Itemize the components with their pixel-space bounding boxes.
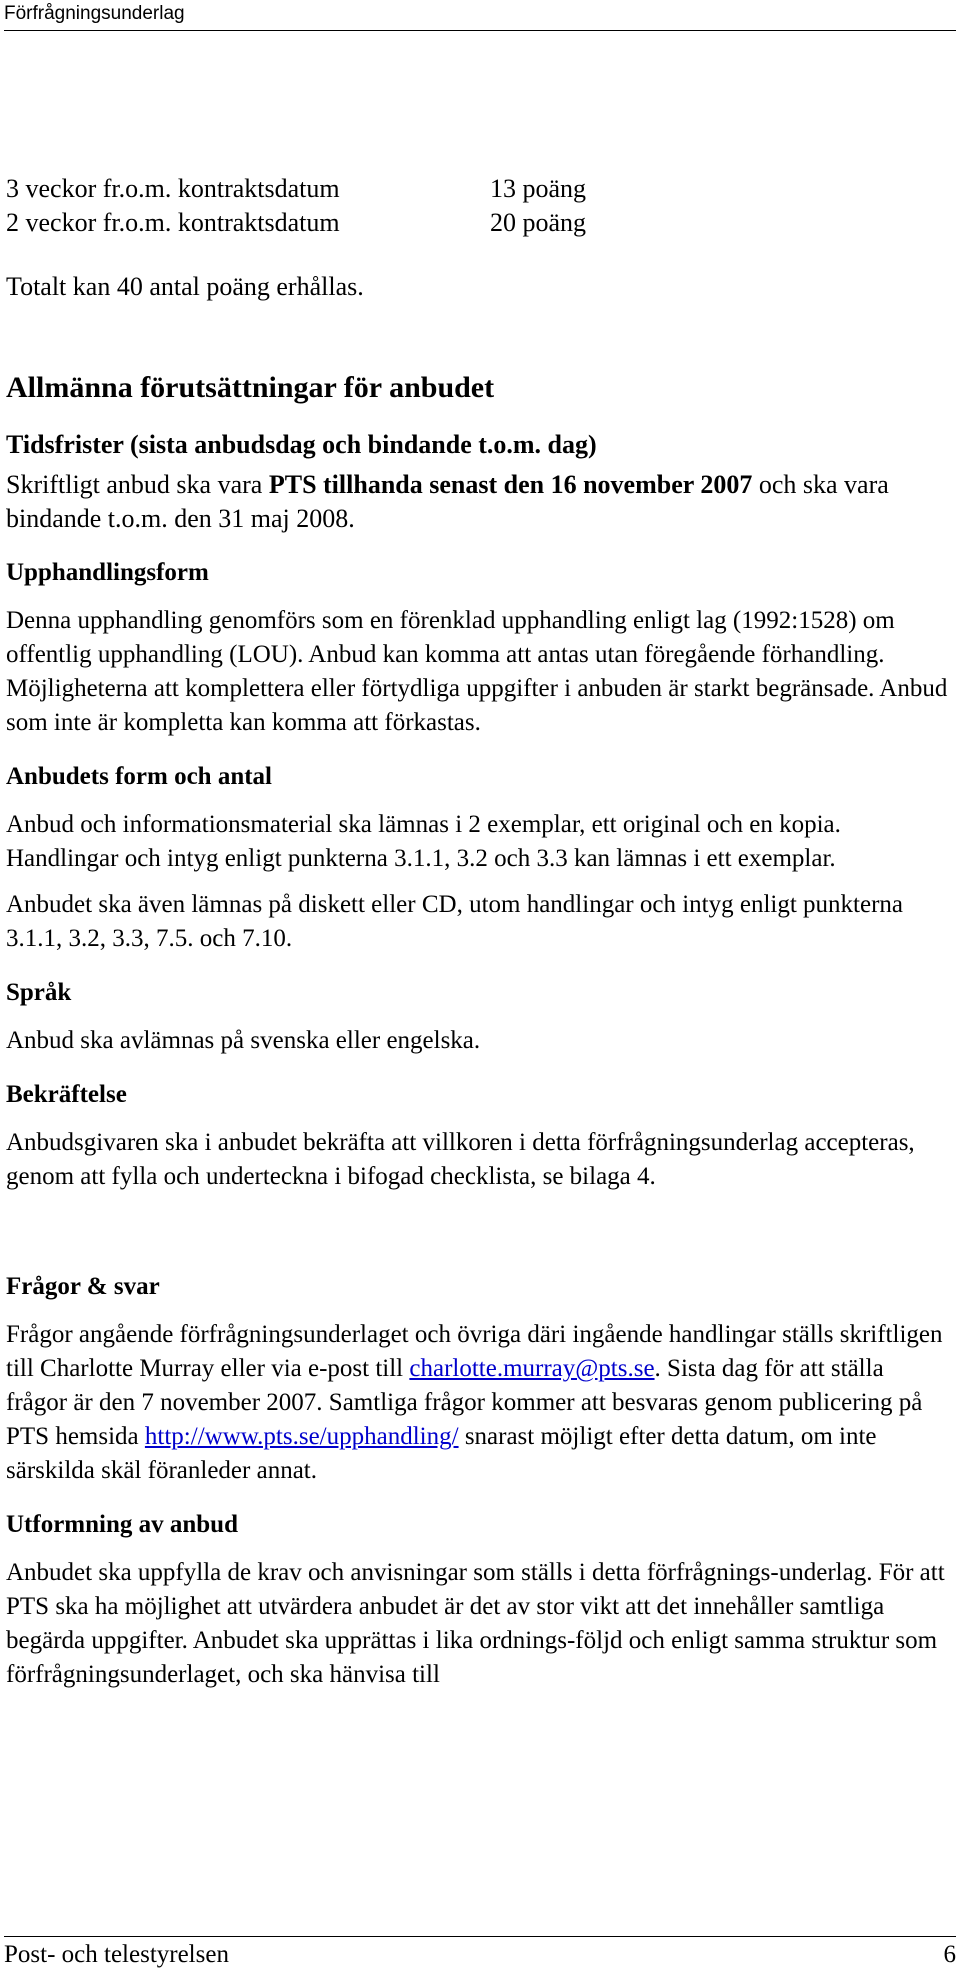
confirmation-text: Anbudsgivaren ska i anbudet bekräfta att villkoren i detta förfrågningsunderlag accepteras, genom att fylla och underteckna i bifogad checklista, se bilaga 4. [6,1129,915,1190]
header-title: Förfrågningsunderlag [4,3,185,24]
score-row [6,172,950,206]
page-content [6,172,950,1692]
score-row [6,206,950,240]
qa-text-part: . Sista dag för att ställa frågor är den 7 november 2007. Samtliga frågor kommer att besvaras genom publicering på PTS hemsida [6,1355,923,1450]
tender-form-text: Anbud och informationsmaterial ska lämnas i 2 exemplar, ett original och en kopia. Handlingar och intyg enligt punkterna 3.1.1, 3.2 och 3.3 kan lämnas i ett exemplar. [6,811,841,872]
language-text: Anbud ska avlämnas på svenska eller engelska. [6,1027,481,1054]
tender-form-text: Anbudet ska även lämnas på diskett eller CD, utom handlingar och intyg enligt punkterna 3.1.1, 3.2, 3.3, 7.5. och 7.10. [6,891,904,952]
page-header [4,2,956,31]
email-link[interactable]: charlotte.murray@pts.se [409,1355,655,1382]
qa-text-part: Frågor angående förfrågningsunderlaget och övriga däri ingående handlingar ställs skriftligen till Charlotte Murray eller via e-post till [6,1321,943,1382]
deadlines-heading: Tidsfrister (sista anbudsdag och bindande t.o.m. dag) [6,430,597,459]
design-heading: Utformning av anbud [6,1511,238,1538]
confirmation-heading: Bekräftelse [6,1081,127,1108]
procurement-form-heading: Upphandlingsform [6,559,209,586]
page-footer [4,1936,956,1971]
language-heading: Språk [6,979,72,1006]
website-link[interactable]: http://www.pts.se/upphandling/ [144,1423,459,1450]
score-label: 2 veckor fr.o.m. kontraktsdatum [6,208,340,237]
deadlines-text-part: Skriftligt anbud ska vara [6,470,269,499]
score-points: 20 poäng [490,208,587,237]
design-text: Anbudet ska uppfylla de krav och anvisningar som ställs i detta förfrågnings-underlag. För att PTS ska ha möjlighet att utvärdera anbudet är det av stor vikt att det innehåller samtliga begärda uppgifter. Anbudet ska upprättas i lika ordnings-följd och enligt samma struktur som förfrågningsunderlaget, och ska hänvisa till [6,1559,945,1688]
total-points-text: Totalt kan 40 antal poäng erhållas. [6,272,364,301]
footer-organization: Post- och telestyrelsen [4,1941,229,1968]
qa-text [6,1318,950,1488]
deadlines-text-part: och ska vara bindande t.o.m. den 31 maj 2008. [6,470,889,533]
deadlines-text [6,468,950,536]
procurement-form-text: Denna upphandling genomförs som en förenklad upphandling enligt lag (1992:1528) om offentlig upphandling (LOU). Anbud kan komma att antas utan föregående förhandling. Möjligheterna att komplettera eller förtydliga uppgifter i anbuden är starkt begränsade. Anbud som inte är kompletta kan komma att förkastas. [6,607,948,736]
general-conditions-heading: Allmänna förutsättningar för anbudet [6,371,495,404]
score-label: 3 veckor fr.o.m. kontraktsdatum [6,174,340,203]
qa-heading: Frågor & svar [6,1273,160,1300]
qa-text-part: snarast möjligt efter detta datum, om inte särskilda skäl föranleder annat. [6,1423,877,1484]
score-points: 13 poäng [490,174,587,203]
footer-page-number: 6 [943,1941,956,1968]
tender-form-heading: Anbudets form och antal [6,763,272,790]
deadlines-text-bold: PTS tillhanda senast den 16 november 2007 [268,470,753,499]
